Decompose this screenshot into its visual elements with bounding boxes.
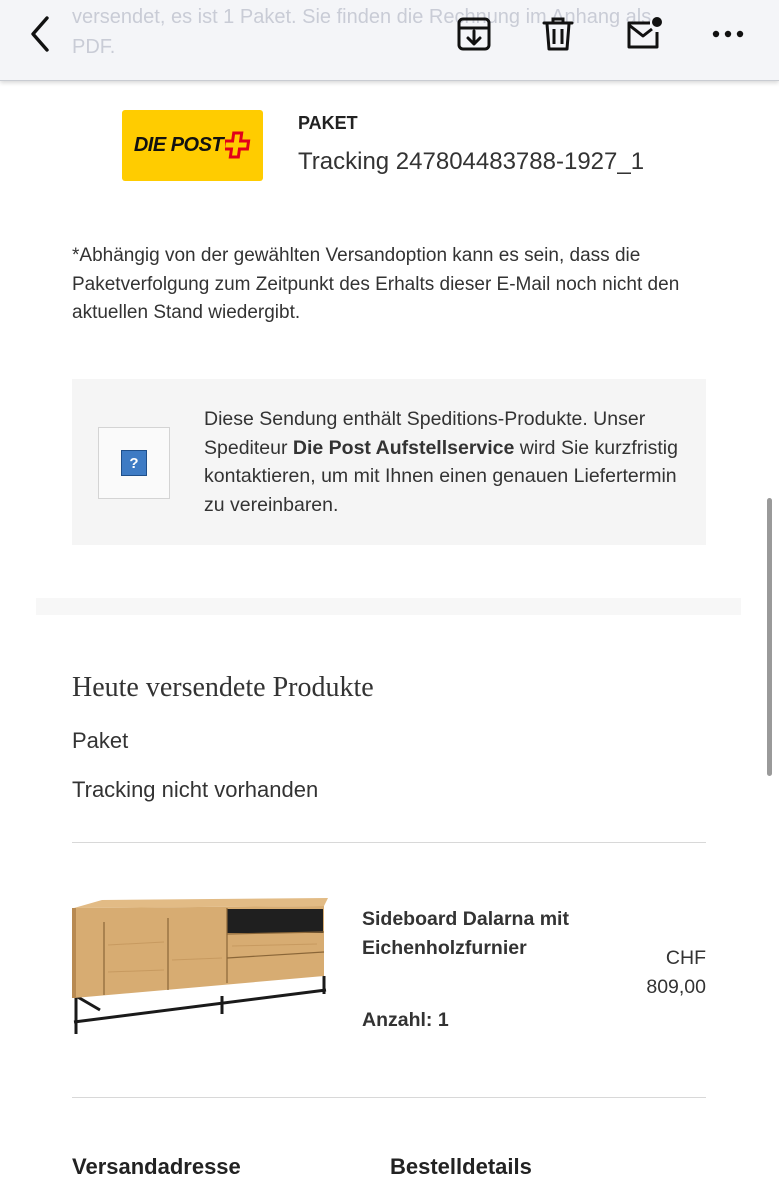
divider-line bbox=[72, 842, 706, 843]
delete-button[interactable] bbox=[534, 10, 582, 58]
package-label: Paket bbox=[72, 728, 129, 753]
question-mark-icon: ? bbox=[121, 450, 147, 476]
logo-text: DIE POST bbox=[133, 134, 224, 156]
back-icon bbox=[26, 14, 54, 54]
divider-line bbox=[72, 1097, 706, 1098]
mark-unread-icon bbox=[624, 16, 664, 52]
section-divider bbox=[36, 598, 741, 615]
product-name[interactable]: Sideboard Dalarna mit Eichenholzfurnier bbox=[362, 908, 569, 959]
scrolled-text-behind-toolbar: versendet, es ist 1 Paket. Sie finden die Rechnung im Anhang als PDF. bbox=[72, 6, 652, 58]
more-icon bbox=[712, 29, 744, 39]
mark-unread-button[interactable] bbox=[620, 10, 668, 58]
archive-icon bbox=[456, 16, 492, 52]
broken-image-placeholder bbox=[98, 427, 170, 499]
order-details-heading: Bestelldetails bbox=[390, 1154, 532, 1179]
product-price bbox=[646, 944, 706, 1001]
freight-info-box bbox=[72, 379, 706, 545]
tracking-status: Tracking nicht vorhanden bbox=[72, 777, 319, 802]
trash-icon bbox=[541, 16, 575, 52]
freight-info-text: Diese Sendung enthält Speditions-Produkte. Unser Spediteur Die Post Aufstellservice wird Sie kurzfristig kontaktieren, um mit Ihnen einen genauen Liefertermin zu vereinbaren. bbox=[204, 408, 678, 516]
products-section-title: Heute versendete Produkte bbox=[72, 672, 374, 703]
package-type-label: PAKET bbox=[298, 113, 358, 133]
tracking-number[interactable]: Tracking 247804483788-1927_1 bbox=[298, 148, 645, 175]
back-button[interactable] bbox=[16, 10, 64, 58]
more-button[interactable] bbox=[704, 10, 752, 58]
shipping-address-heading: Versandadresse bbox=[72, 1154, 241, 1179]
product-quantity: Anzahl: 1 bbox=[362, 1009, 449, 1031]
swiss-cross-icon bbox=[225, 131, 251, 161]
sideboard-image[interactable] bbox=[72, 890, 328, 1040]
carrier-name: Die Post Aufstellservice bbox=[292, 436, 515, 459]
price-currency: CHF bbox=[665, 947, 706, 969]
archive-button[interactable] bbox=[450, 10, 498, 58]
tracking-notice: *Abhängig von der gewählten Versandoption kann es sein, dass die Paketverfolgung zum Zeitpunkt des Erhalts dieser E-Mail noch nicht den aktuellen Stand wiedergibt. bbox=[72, 245, 680, 323]
mail-toolbar bbox=[0, 0, 779, 81]
price-amount: 809,00 bbox=[646, 975, 706, 998]
scrollbar[interactable] bbox=[767, 498, 772, 776]
die-post-logo bbox=[122, 110, 263, 181]
